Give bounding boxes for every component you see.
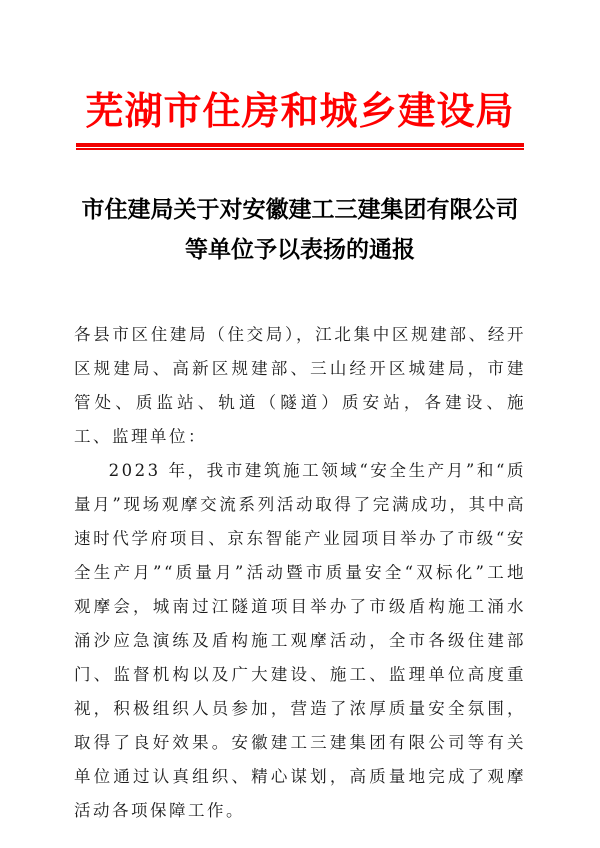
document-title-line-1: 市住建局关于对安徽建工三建集团有限公司 [81,195,519,223]
body-paragraph: 2023 年，我市建筑施工领域“安全生产月”和“质量月”现场观摩交流系列活动取得了完满成功，其中高速时代学府项目、京东智能产业园项目举办了市级“安全生产月”“质量月”活动暨市质量安全“双标化”工地观摩会，城南过江隧道项目举办了市级盾构施工涌水涌沙应急演练及盾构施工观摩活动，全市各级住建部门、监督机构以及广大建设、施工、监理单位高度重视，积极组织人员参加，营造了浓厚质量安全氛围，取得了良好效果。安徽建工三建集团有限公司等有关单位通过认真组织、精心谋划，高质量地完成了观摩活动各项保障工作。 [74,460,526,820]
recipients-paragraph: 各县市区住建局（住交局），江北集中区规建部、经开区规建局、高新区规建部、三山经开区城建局，市建管处、质监站、轨道（隧道）质安站，各建设、施工、监理单位： [74,324,526,446]
agency-name-header: 芜湖市住房和城乡建设局 [85,88,515,133]
document-title [0,190,600,270]
red-divider-line [76,143,524,150]
document-title-line-2: 等单位予以表扬的通报 [185,235,415,263]
document-body [74,318,526,828]
